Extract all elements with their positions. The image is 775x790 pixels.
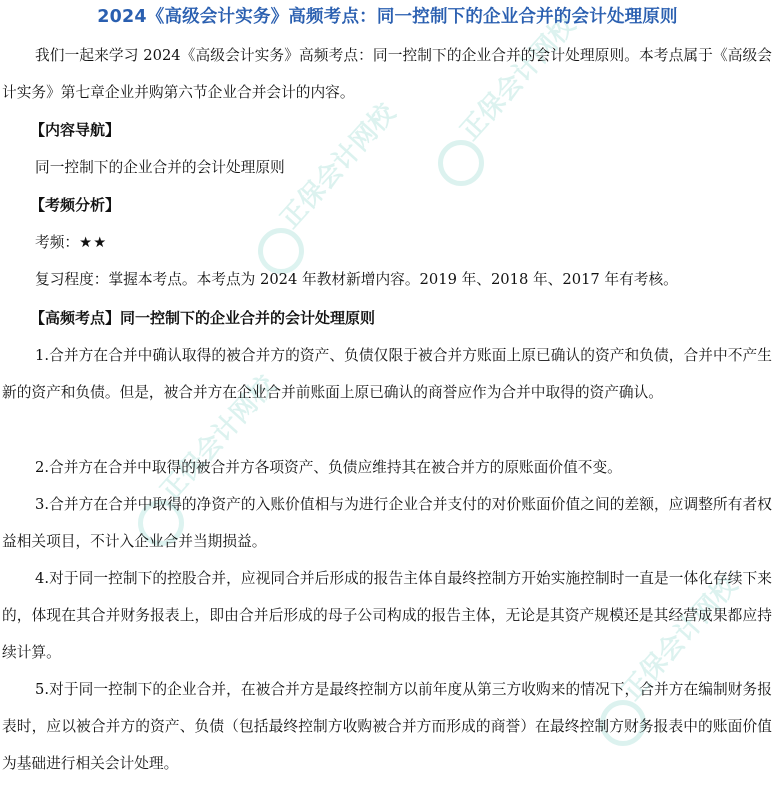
point-paragraph: 4.对于同一控制下的控股合并，应视同合并后形成的报告主体自最终控制方开始实施控制时一直是一体化存续下来的，体现在其合并财务报表上，即由合并后形成的母子公司构成的报告主体，无论是其资产规模还是其经营成果都应持续计算。 [2,570,772,661]
key-point-heading: 【高频考点】同一控制下的企业合并的会计处理原则 [30,309,376,327]
watermark-circle-icon [438,140,484,186]
analysis-heading: 【考频分析】 [30,196,121,214]
nav-item: 同一控制下的企业合并的会计处理原则 [35,159,285,176]
frequency-label: 考频： [35,234,80,251]
watermark-text: 正保会计网校 [274,98,402,235]
review-line: 复习程度：掌握本考点。本考点为 2024 年教材新增内容。2019 年、2018 年、2017 年有考核。 [35,271,678,288]
point-paragraph: 5.对于同一控制下的企业合并，在被合并方是最终控制方以前年度从第三方收购来的情况下，合并方在编制财务报表时，应以被合并方的资产、负债（包括最终控制方收购被合并方而形成的商誉）在最终控制方财务报表中的账面价值为基础进行相关会计处理。 [2,681,772,772]
document-title: 2024《高级会计实务》高频考点：同一控制下的企业合并的会计处理原则 [97,7,678,27]
intro-paragraph: 我们一起来学习 2024《高级会计实务》高频考点：同一控制下的企业合并的会计处理原则。本考点属于《高级会计实务》第七章企业并购第六节企业合并会计的内容。 [2,47,772,101]
point-paragraph: 3.合并方在合并中取得的净资产的入账价值相与为进行企业合并支付的对价账面价值之间的差额，应调整所有者权益相关项目，不计入企业合并当期损益。 [2,496,772,550]
nav-heading: 【内容导航】 [30,121,121,139]
watermark-text: 正保会计网校 [454,10,582,147]
frequency-line [35,231,107,255]
watermark-text: 正保会计网校 [154,370,282,507]
frequency-stars: ★★ [79,234,108,251]
watermark-text: 正保会计网校 [616,570,744,707]
point-paragraph: 1.合并方在合并中确认取得的被合并方的资产、负债仅限于被合并方账面上原已确认的资产和负债，合并中不产生新的资产和负债。但是，被合并方在企业合并前账面上原已确认的商誉应作为合并中取得的资产确认。 [2,347,772,401]
point-paragraph: 2.合并方在合并中取得的被合并方各项资产、负债应维持其在被合并方的原账面价值不变。 [35,459,622,476]
